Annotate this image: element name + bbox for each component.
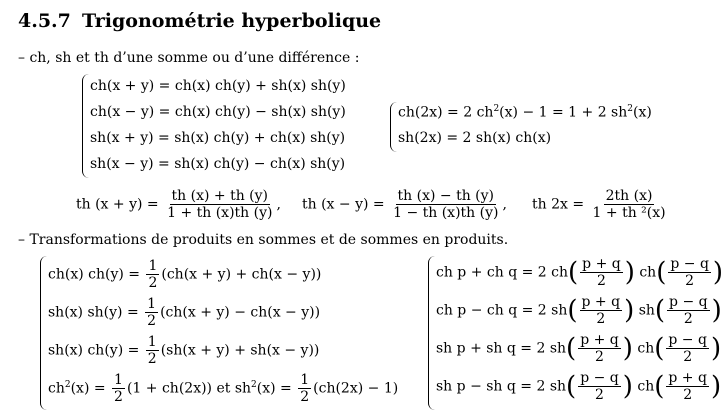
bullet-sum-difference: – ch, sh et th d’une somme ou d’une différence : bbox=[18, 50, 360, 66]
stp-4-n1: p − q bbox=[580, 370, 619, 386]
stp-4-n2: p + q bbox=[668, 370, 707, 386]
sq-ch: ch bbox=[48, 380, 65, 397]
formula-th-double bbox=[532, 188, 670, 221]
formula-stp-3: sh p + sh q = 2 sh( $\frac{p + q}{2}$ ) ch( $\frac{p - q}{2}$ ) bbox=[436, 332, 722, 366]
stp-4-d1: 2 bbox=[595, 387, 604, 404]
ch2x-mid: (x) − 1 = 1 + 2 sh bbox=[499, 104, 628, 121]
stp-2-frac-2 bbox=[667, 294, 710, 327]
formula-sh-diff: sh(x − y) = sh(x) ch(y) − ch(x) sh(y) bbox=[90, 156, 346, 172]
half-fraction-4 bbox=[112, 372, 125, 405]
half-fraction-3 bbox=[146, 334, 159, 367]
th-double-fraction bbox=[591, 188, 668, 221]
half-fraction-1 bbox=[146, 258, 159, 291]
stp-2-d1: 2 bbox=[596, 311, 606, 328]
sq-sh-mid: (x) = bbox=[256, 380, 292, 397]
bullet-transformations: – Transformations de produits en sommes et de sommes en produits. bbox=[18, 232, 509, 248]
formula-th-sum bbox=[76, 188, 281, 221]
stp-2-lhs: ch p − ch q = 2 sh bbox=[436, 302, 568, 319]
stp-1-d1: 2 bbox=[596, 273, 606, 290]
formula-stp-2: ch p − ch q = 2 sh( $\frac{p + q}{2}$ ) sh( $\frac{p - q}{2}$ ) bbox=[436, 294, 722, 328]
prod-sh-sh-rhs: (ch(x + y) − ch(x − y)) bbox=[160, 304, 321, 321]
half-den-2: 2 bbox=[147, 313, 157, 330]
stp-3-frac-1 bbox=[578, 332, 621, 365]
half-den-4: 2 bbox=[114, 389, 123, 406]
stp-4-frac-1 bbox=[578, 370, 621, 403]
stp-1-mid: ch bbox=[639, 264, 657, 281]
stp-2-d2: 2 bbox=[683, 311, 693, 328]
stp-1-d2: 2 bbox=[685, 273, 695, 290]
formula-th-diff bbox=[302, 188, 507, 221]
formula-stp-1: ch p + ch q = 2 ch( $\frac{p + q}{2}$ ) ch( $\frac{p - q}{2}$ ) bbox=[436, 256, 723, 290]
section-title: Trigonométrie hyperbolique bbox=[82, 10, 382, 32]
prod-sh-ch-lhs: sh(x) ch(y) = bbox=[48, 342, 140, 359]
stp-2-n2: p − q bbox=[669, 294, 708, 310]
th-sum-fraction bbox=[165, 188, 274, 221]
ch2x-end: (x) bbox=[633, 104, 652, 121]
stp-3-n2: p − q bbox=[668, 332, 707, 348]
sq-sh-exp: 2 bbox=[251, 379, 257, 390]
half-num-4: 1 bbox=[114, 372, 123, 388]
half-num-2: 1 bbox=[147, 296, 157, 312]
prod-sh-ch-rhs: (sh(x + y) + sh(x − y)) bbox=[160, 342, 320, 359]
stp-1-frac-2 bbox=[668, 256, 711, 289]
prod-ch-ch-rhs: (ch(x + y) + ch(x − y)) bbox=[161, 266, 322, 283]
formula-prod-sh-ch bbox=[48, 334, 319, 367]
stp-3-d2: 2 bbox=[683, 349, 693, 366]
half-num-5: 1 bbox=[300, 372, 310, 388]
th-sum-den: 1 + th (x)th (y) bbox=[167, 205, 273, 222]
stp-3-d1: 2 bbox=[595, 349, 604, 366]
brace-sum bbox=[82, 74, 89, 178]
stp-1-frac-1 bbox=[580, 256, 623, 289]
formula-squares bbox=[48, 372, 398, 405]
th-diff-lhs: th (x − y) = bbox=[302, 196, 385, 213]
th-sum-tail: , bbox=[276, 196, 281, 213]
brace-products bbox=[40, 256, 47, 410]
stp-4-mid: ch bbox=[637, 378, 655, 395]
stp-1-n1: p + q bbox=[582, 256, 621, 272]
stp-4-lhs: sh p − sh q = 2 sh bbox=[436, 378, 567, 395]
stp-3-n1: p + q bbox=[580, 332, 619, 348]
half-den-5: 2 bbox=[300, 389, 310, 406]
stp-4-frac-2 bbox=[666, 370, 709, 403]
th-double-den: 1 + th ²(x) bbox=[592, 205, 666, 222]
stp-2-n1: p + q bbox=[581, 294, 621, 310]
th-double-num: 2th (x) bbox=[605, 188, 653, 204]
th-diff-num: th (x) − th (y) bbox=[397, 188, 495, 204]
half-num-3: 1 bbox=[147, 334, 157, 350]
stp-3-lhs: sh p + sh q = 2 sh bbox=[436, 340, 567, 357]
half-fraction-5 bbox=[298, 372, 311, 405]
stp-4-d2: 2 bbox=[683, 387, 693, 404]
stp-2-mid: sh bbox=[638, 302, 655, 319]
sq-sh-rhs: (ch(2x) − 1) bbox=[313, 380, 399, 397]
sq-ch-exp: 2 bbox=[64, 379, 71, 390]
stp-1-lhs: ch p + ch q = 2 ch bbox=[436, 264, 569, 281]
sq-ch-rhs: (1 + ch(2x)) et sh bbox=[126, 380, 252, 397]
th-sum-lhs: th (x + y) = bbox=[76, 196, 159, 213]
ch2x-lhs: ch(2x) = 2 ch bbox=[398, 104, 494, 121]
stp-1-n2: p − q bbox=[670, 256, 709, 272]
ch2x-square-2: 2 bbox=[627, 104, 633, 114]
stp-3-mid: ch bbox=[637, 340, 655, 357]
th-sum-num: th (x) + th (y) bbox=[171, 188, 269, 204]
half-fraction-2 bbox=[145, 296, 158, 329]
brace-sum-to-product bbox=[428, 256, 435, 410]
half-num-1: 1 bbox=[148, 258, 158, 274]
formula-sh-sum: sh(x + y) = sh(x) ch(y) + ch(x) sh(y) bbox=[90, 130, 346, 146]
formula-ch-diff: ch(x − y) = ch(x) ch(y) − sh(x) sh(y) bbox=[90, 104, 346, 120]
th-diff-tail: , bbox=[502, 196, 507, 213]
th-double-lhs: th 2x = bbox=[532, 196, 585, 213]
section-number: 4.5.7 bbox=[18, 10, 71, 32]
th-diff-fraction bbox=[391, 188, 500, 221]
formula-stp-4: sh p − sh q = 2 sh( $\frac{p - q}{2}$ ) ch( $\frac{p + q}{2}$ ) bbox=[436, 370, 722, 404]
prod-sh-sh-lhs: sh(x) sh(y) = bbox=[48, 304, 139, 321]
half-den-3: 2 bbox=[147, 351, 157, 368]
formula-ch-sum: ch(x + y) = ch(x) ch(y) + sh(x) sh(y) bbox=[90, 78, 346, 94]
formula-prod-sh-sh bbox=[48, 296, 320, 329]
brace-double bbox=[390, 102, 397, 152]
half-den-1: 2 bbox=[148, 275, 158, 292]
formula-prod-ch-ch bbox=[48, 258, 321, 291]
formula-sh-double: sh(2x) = 2 sh(x) ch(x) bbox=[398, 130, 552, 146]
th-diff-den: 1 − th (x)th (y) bbox=[393, 205, 499, 222]
ch2x-square-1: 2 bbox=[493, 104, 500, 114]
stp-3-frac-2 bbox=[666, 332, 709, 365]
stp-2-frac-1 bbox=[580, 294, 623, 327]
formula-ch-double bbox=[398, 104, 652, 121]
sq-ch-mid: (x) = bbox=[70, 380, 106, 397]
prod-ch-ch-lhs: ch(x) ch(y) = bbox=[48, 266, 140, 283]
